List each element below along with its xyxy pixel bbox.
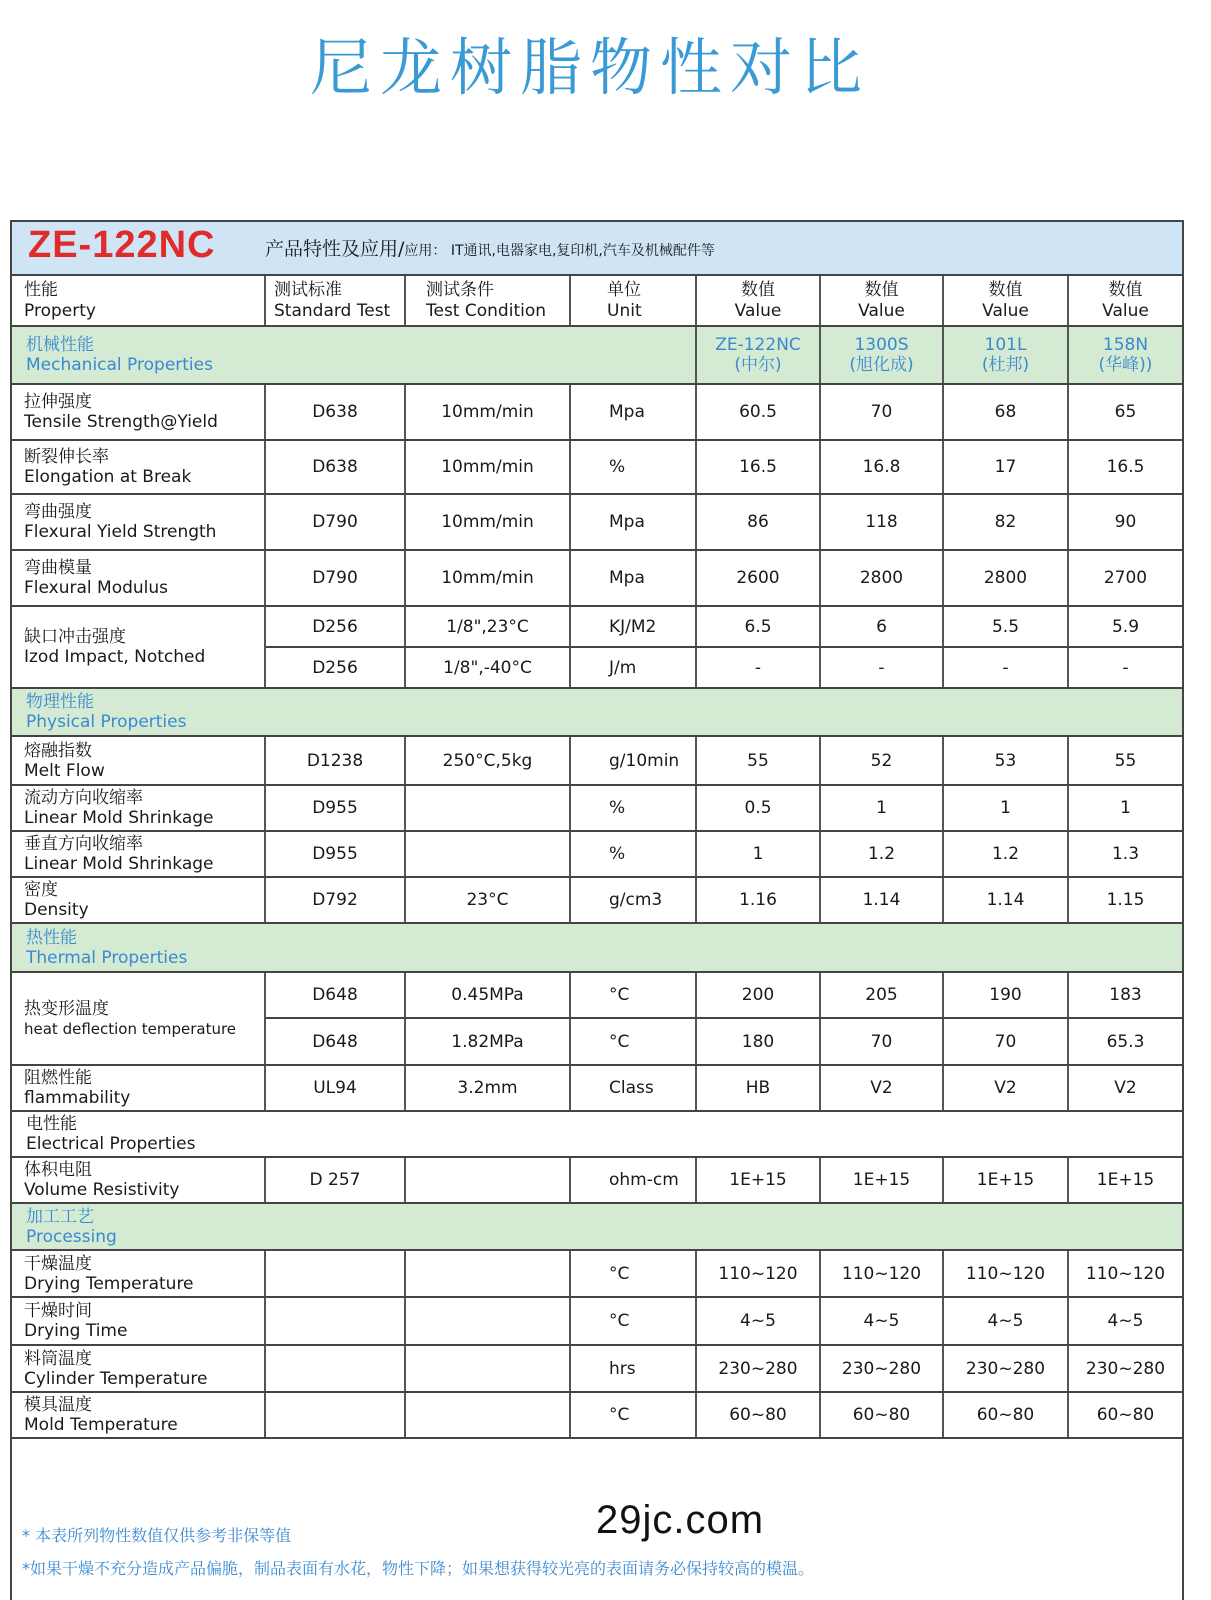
value-cell: 1.14 xyxy=(820,877,943,923)
standard-cell: D955 xyxy=(265,785,405,831)
standard-cell: D792 xyxy=(265,877,405,923)
table-row xyxy=(12,1345,1182,1392)
standard-cell: D638 xyxy=(265,384,405,440)
value-cell: 1E+15 xyxy=(1068,1157,1182,1203)
property-label xyxy=(12,494,265,550)
standard-cell: D 257 xyxy=(265,1157,405,1203)
section-physical xyxy=(12,688,1182,736)
property-label xyxy=(12,1392,265,1438)
value-cell: 60~80 xyxy=(1068,1392,1182,1438)
unit-cell: % xyxy=(570,831,696,877)
condition-cell: 1/8",23°C xyxy=(405,606,570,647)
value-cell: 4~5 xyxy=(820,1297,943,1345)
value-cell: 4~5 xyxy=(696,1297,820,1345)
value-cell: 1.2 xyxy=(820,831,943,877)
property-label xyxy=(12,831,265,877)
value-cell: 86 xyxy=(696,494,820,550)
condition-cell xyxy=(405,1250,570,1297)
property-label xyxy=(12,1297,265,1345)
value-cell: 4~5 xyxy=(1068,1297,1182,1345)
condition-cell: 0.45MPa xyxy=(405,972,570,1018)
value-cell: 65 xyxy=(1068,384,1182,440)
value-cell: 82 xyxy=(943,494,1068,550)
property-name-cn: 流动方向收缩率 xyxy=(24,788,143,808)
value-cell: 5.5 xyxy=(943,606,1068,647)
unit-cell: g/cm3 xyxy=(570,877,696,923)
standard-cell: D790 xyxy=(265,550,405,606)
unit-cell: hrs xyxy=(570,1345,696,1392)
value-cell: 60~80 xyxy=(820,1392,943,1438)
table-row xyxy=(12,1250,1182,1297)
value-cell: V2 xyxy=(943,1065,1068,1111)
value-cell: 68 xyxy=(943,384,1068,440)
property-label xyxy=(12,785,265,831)
standard-cell: D638 xyxy=(265,440,405,494)
unit-cell: KJ/M2 xyxy=(570,606,696,647)
property-name-en: Cylinder Temperature xyxy=(24,1368,208,1389)
condition-cell xyxy=(405,785,570,831)
value-cell: 1.3 xyxy=(1068,831,1182,877)
condition-cell xyxy=(405,1345,570,1392)
standard-cell: D256 xyxy=(265,647,405,688)
value-cell: 6.5 xyxy=(696,606,820,647)
property-name-en: Drying Temperature xyxy=(24,1273,194,1294)
section-mechanical xyxy=(12,326,1182,384)
section-label: 电性能 Electrical Properties xyxy=(12,1111,1182,1157)
table-row xyxy=(12,606,1182,647)
value-cell: 2600 xyxy=(696,550,820,606)
property-label xyxy=(12,1157,265,1203)
value-cell: 70 xyxy=(943,1018,1068,1065)
value-cell: 110~120 xyxy=(943,1250,1068,1297)
col-property: 性能 Property xyxy=(12,276,265,326)
value-cell: 110~120 xyxy=(820,1250,943,1297)
property-name-cn: 弯曲强度 xyxy=(24,502,92,522)
property-name-en: Flexural Modulus xyxy=(24,578,169,598)
property-name-cn: 阻燃性能 xyxy=(24,1068,92,1088)
footnote-1: * 本表所列物性数值仅供参考非保等值 xyxy=(22,1526,292,1545)
unit-cell: g/10min xyxy=(570,736,696,785)
value-cell: 60~80 xyxy=(696,1392,820,1438)
unit-cell: ohm-cm xyxy=(570,1157,696,1203)
value-cell: 5.9 xyxy=(1068,606,1182,647)
condition-cell: 10mm/min xyxy=(405,494,570,550)
value-cell: 190 xyxy=(943,972,1068,1018)
table-row xyxy=(12,831,1182,877)
property-name-cn: 料筒温度 xyxy=(24,1348,92,1369)
col-value-1: 数值 Value xyxy=(696,276,820,326)
property-name-cn: 干燥温度 xyxy=(24,1253,92,1274)
value-cell: 1.2 xyxy=(943,831,1068,877)
value-cell: 1 xyxy=(943,785,1068,831)
property-label xyxy=(12,1250,265,1297)
value-cell: 230~280 xyxy=(820,1345,943,1392)
value-cell: 1 xyxy=(696,831,820,877)
standard-cell xyxy=(265,1250,405,1297)
value-cell: 1E+15 xyxy=(820,1157,943,1203)
value-cell: - xyxy=(943,647,1068,688)
product-label-text: 产品特性及应用/ xyxy=(265,238,405,260)
table-row xyxy=(12,1392,1182,1438)
standard-cell xyxy=(265,1345,405,1392)
value-cell: 230~280 xyxy=(696,1345,820,1392)
value-cell: 70 xyxy=(820,384,943,440)
standard-cell xyxy=(265,1297,405,1345)
value-cell: 230~280 xyxy=(1068,1345,1182,1392)
unit-cell: °C xyxy=(570,1250,696,1297)
value-cell: - xyxy=(696,647,820,688)
value-cell: 1 xyxy=(820,785,943,831)
condition-cell: 23°C xyxy=(405,877,570,923)
value-cell: 1E+15 xyxy=(943,1157,1068,1203)
section-label: 物理性能 Physical Properties xyxy=(12,688,1182,736)
value-cell: 205 xyxy=(820,972,943,1018)
property-label xyxy=(12,550,265,606)
property-label xyxy=(12,384,265,440)
standard-cell: D648 xyxy=(265,1018,405,1065)
property-name-en: Linear Mold Shrinkage xyxy=(24,808,214,828)
property-name-cn: 弯曲模量 xyxy=(24,558,92,578)
table-row xyxy=(12,494,1182,550)
section-label: 热性能 Thermal Properties xyxy=(12,923,1182,972)
property-name-cn: 密度 xyxy=(24,880,58,900)
property-name-cn: 拉伸强度 xyxy=(24,392,92,412)
condition-cell xyxy=(405,1157,570,1203)
col-value-4: 数值 Value xyxy=(1068,276,1182,326)
unit-cell: Class xyxy=(570,1065,696,1111)
unit-cell: Mpa xyxy=(570,550,696,606)
standard-cell: D790 xyxy=(265,494,405,550)
unit-cell: J/m xyxy=(570,647,696,688)
value-cell: V2 xyxy=(1068,1065,1182,1111)
unit-cell: Mpa xyxy=(570,384,696,440)
property-name-en: flammability xyxy=(24,1088,131,1108)
table-row xyxy=(12,785,1182,831)
standard-cell: D256 xyxy=(265,606,405,647)
property-name-en: Tensile Strength@Yield xyxy=(24,412,218,432)
value-cell: 17 xyxy=(943,440,1068,494)
value-cell: 1.15 xyxy=(1068,877,1182,923)
condition-cell xyxy=(405,1392,570,1438)
property-label xyxy=(12,736,265,785)
condition-cell: 250°C,5kg xyxy=(405,736,570,785)
series-4: 158N (华峰)) xyxy=(1068,326,1182,384)
series-2: 1300S (旭化成) xyxy=(820,326,943,384)
condition-cell xyxy=(405,831,570,877)
standard-cell: D1238 xyxy=(265,736,405,785)
value-cell: 2800 xyxy=(943,550,1068,606)
value-cell: 16.8 xyxy=(820,440,943,494)
value-cell: 230~280 xyxy=(943,1345,1068,1392)
value-cell: 1.16 xyxy=(696,877,820,923)
unit-cell: °C xyxy=(570,1297,696,1345)
col-value-2: 数值 Value xyxy=(820,276,943,326)
value-cell: 53 xyxy=(943,736,1068,785)
unit-cell: Mpa xyxy=(570,494,696,550)
value-cell: 1.14 xyxy=(943,877,1068,923)
value-cell: 110~120 xyxy=(696,1250,820,1297)
property-label xyxy=(12,1345,265,1392)
condition-cell xyxy=(405,1297,570,1345)
condition-cell: 1.82MPa xyxy=(405,1018,570,1065)
property-name-cn: 体积电阻 xyxy=(24,1160,92,1180)
table-row xyxy=(12,440,1182,494)
value-cell: 200 xyxy=(696,972,820,1018)
condition-cell: 1/8",-40°C xyxy=(405,647,570,688)
value-cell: 65.3 xyxy=(1068,1018,1182,1065)
section-label: 机械性能 Mechanical Properties xyxy=(12,326,696,384)
property-name-en: Linear Mold Shrinkage xyxy=(24,854,214,874)
property-label: 缺口冲击强度 Izod Impact, Notched xyxy=(12,606,265,688)
value-cell: 52 xyxy=(820,736,943,785)
value-cell: V2 xyxy=(820,1065,943,1111)
col-value-3: 数值 Value xyxy=(943,276,1068,326)
value-cell: 180 xyxy=(696,1018,820,1065)
table-row xyxy=(12,384,1182,440)
table-row xyxy=(12,972,1182,1018)
product-application: 应用： IT通讯,电器家电,复印机,汽车及机械配件等 xyxy=(404,243,715,259)
product-header xyxy=(12,222,1182,276)
property-name-en: Mold Temperature xyxy=(24,1415,178,1435)
table-row xyxy=(12,1297,1182,1345)
value-cell: 60.5 xyxy=(696,384,820,440)
table-row xyxy=(12,736,1182,785)
value-cell: 6 xyxy=(820,606,943,647)
property-label xyxy=(12,1065,265,1111)
column-header-row xyxy=(12,276,1182,326)
section-thermal xyxy=(12,923,1182,972)
property-name-cn: 熔融指数 xyxy=(24,740,92,761)
value-cell: - xyxy=(820,647,943,688)
property-name-en: Melt Flow xyxy=(24,760,105,781)
condition-cell: 3.2mm xyxy=(405,1065,570,1111)
property-label: 热变形温度 heat deflection temperature xyxy=(12,972,265,1065)
value-cell: 110~120 xyxy=(1068,1250,1182,1297)
property-name-en: Flexural Yield Strength xyxy=(24,522,217,542)
property-label xyxy=(12,877,265,923)
condition-cell: 10mm/min xyxy=(405,384,570,440)
footnote-2: *如果干燥不充分造成产品偏脆，制品表面有水花，物性下降；如果想获得较光亮的表面请务必保持较高的模温。 xyxy=(22,1559,815,1578)
value-cell: 2800 xyxy=(820,550,943,606)
table-row xyxy=(12,1157,1182,1203)
section-label: 加工工艺 Processing xyxy=(12,1203,1182,1250)
table-row xyxy=(12,1065,1182,1111)
value-cell: - xyxy=(1068,647,1182,688)
section-processing xyxy=(12,1203,1182,1250)
value-cell: 4~5 xyxy=(943,1297,1068,1345)
value-cell: 0.5 xyxy=(696,785,820,831)
standard-cell xyxy=(265,1392,405,1438)
property-name-en: Density xyxy=(24,900,89,920)
table-row xyxy=(12,550,1182,606)
property-name-en: Elongation at Break xyxy=(24,467,192,487)
series-3: 101L (杜邦) xyxy=(943,326,1068,384)
page-title: 尼龙树脂物性对比 xyxy=(309,31,870,104)
col-condition: 测试条件 Test Condition xyxy=(405,276,570,326)
standard-cell: D648 xyxy=(265,972,405,1018)
value-cell: 183 xyxy=(1068,972,1182,1018)
value-cell: 55 xyxy=(696,736,820,785)
value-cell: 90 xyxy=(1068,494,1182,550)
properties-table xyxy=(12,276,1182,1439)
unit-cell: % xyxy=(570,785,696,831)
value-cell: 16.5 xyxy=(1068,440,1182,494)
model-name: ZE-122NC xyxy=(28,224,216,266)
table-row xyxy=(12,877,1182,923)
unit-cell: °C xyxy=(570,1392,696,1438)
value-cell: 118 xyxy=(820,494,943,550)
property-name-cn: 垂直方向收缩率 xyxy=(24,834,143,854)
unit-cell: °C xyxy=(570,972,696,1018)
value-cell: 1E+15 xyxy=(696,1157,820,1203)
value-cell: 2700 xyxy=(1068,550,1182,606)
standard-cell: UL94 xyxy=(265,1065,405,1111)
section-electrical xyxy=(12,1111,1182,1157)
property-name-cn: 模具温度 xyxy=(24,1395,92,1415)
value-cell: HB xyxy=(696,1065,820,1111)
property-name-en: Drying Time xyxy=(24,1321,128,1341)
value-cell: 60~80 xyxy=(943,1392,1068,1438)
condition-cell: 10mm/min xyxy=(405,550,570,606)
col-unit: 单位 Unit xyxy=(570,276,696,326)
property-name-cn: 干燥时间 xyxy=(24,1301,92,1321)
unit-cell: °C xyxy=(570,1018,696,1065)
condition-cell: 10mm/min xyxy=(405,440,570,494)
value-cell: 55 xyxy=(1068,736,1182,785)
product-label xyxy=(265,234,715,261)
watermark: 29jc.com xyxy=(596,1498,765,1542)
series-1: ZE-122NC (中尔) xyxy=(696,326,820,384)
standard-cell: D955 xyxy=(265,831,405,877)
value-cell: 16.5 xyxy=(696,440,820,494)
value-cell: 70 xyxy=(820,1018,943,1065)
property-name-en: Volume Resistivity xyxy=(24,1180,180,1200)
value-cell: 1 xyxy=(1068,785,1182,831)
col-standard: 测试标准 Standard Test xyxy=(265,276,405,326)
property-name-cn: 断裂伸长率 xyxy=(24,447,109,467)
property-label xyxy=(12,440,265,494)
unit-cell: % xyxy=(570,440,696,494)
